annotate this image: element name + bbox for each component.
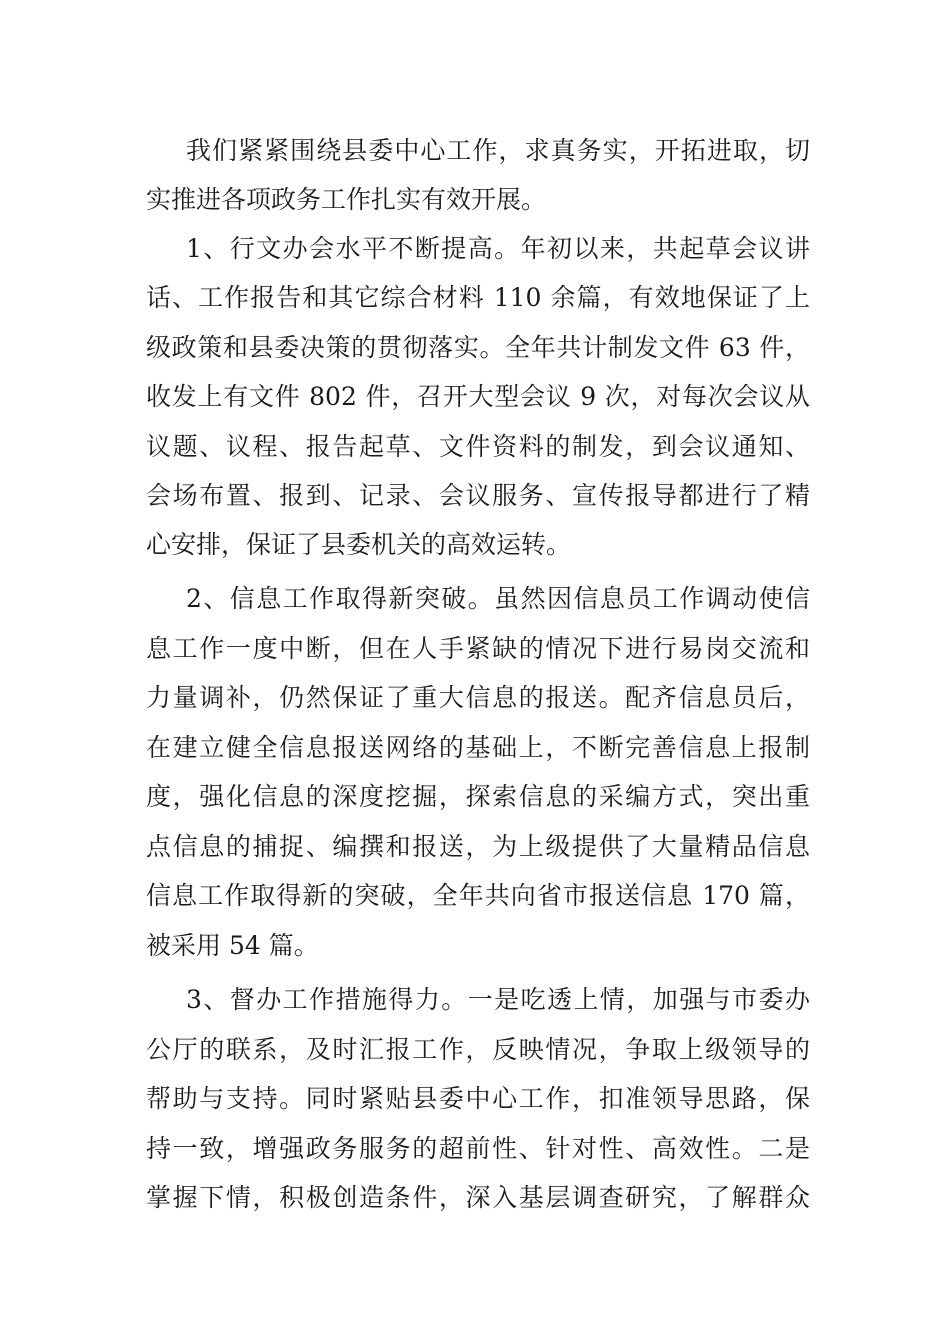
paragraph-1-line-5: 议题、议程、报告起草、文件资料的制发，到会议通知、	[146, 432, 810, 461]
paragraph-1-line-1: 1、行文办会水平不断提高。年初以来，共起草会议讲	[186, 234, 810, 263]
paragraph-intro-line-1: 我们紧紧围绕县委中心工作，求真务实，开拓进取，切	[186, 136, 810, 165]
paragraph-2-line-5: 度，强化信息的深度挖掘，探索信息的采编方式，突出重	[146, 782, 810, 811]
paragraph-intro-line-2: 实推进各项政务工作扎实有效开展。	[146, 185, 547, 214]
paragraph-2-line-4: 在建立健全信息报送网络的基础上，不断完善信息上报制	[146, 733, 810, 762]
paragraph-1-line-4: 收发上有文件 802 件，召开大型会议 9 次，对每次会议从	[146, 382, 810, 411]
paragraph-3-line-2: 公厅的联系，及时汇报工作，反映情况，争取上级领导的	[146, 1035, 810, 1064]
paragraph-3-line-1: 3、督办工作措施得力。一是吃透上情，加强与市委办	[186, 985, 810, 1014]
paragraph-1-line-6: 会场布置、报到、记录、会议服务、宣传报导都进行了精	[146, 481, 810, 510]
paragraph-1-line-2: 话、工作报告和其它综合材料 110 余篇，有效地保证了上	[146, 283, 810, 312]
paragraph-1-line-7: 心安排，保证了县委机关的高效运转。	[146, 530, 572, 559]
paragraph-2-line-3: 力量调补，仍然保证了重大信息的报送。配齐信息员后，	[146, 683, 810, 712]
paragraph-2-line-7: 信息工作取得新的突破，全年共向省市报送信息 170 篇，	[146, 881, 810, 910]
paragraph-3-line-5: 掌握下情，积极创造条件，深入基层调查研究，了解群众	[146, 1183, 810, 1212]
paragraph-3-line-4: 持一致，增强政务服务的超前性、针对性、高效性。二是	[146, 1134, 810, 1163]
paragraph-2-line-6: 点信息的捕捉、编撰和报送，为上级提供了大量精品信息	[146, 832, 810, 861]
paragraph-3-line-3: 帮助与支持。同时紧贴县委中心工作，扣准领导思路，保	[146, 1084, 810, 1113]
paragraph-2-line-1: 2、信息工作取得新突破。虽然因信息员工作调动使信	[186, 584, 810, 613]
paragraph-2-line-8: 被采用 54 篇。	[146, 931, 319, 960]
paragraph-1-line-3: 级政策和县委决策的贯彻落实。全年共计制发文件 63 件，	[146, 333, 810, 362]
paragraph-2-line-2: 息工作一度中断，但在人手紧缺的情况下进行易岗交流和	[146, 634, 810, 663]
